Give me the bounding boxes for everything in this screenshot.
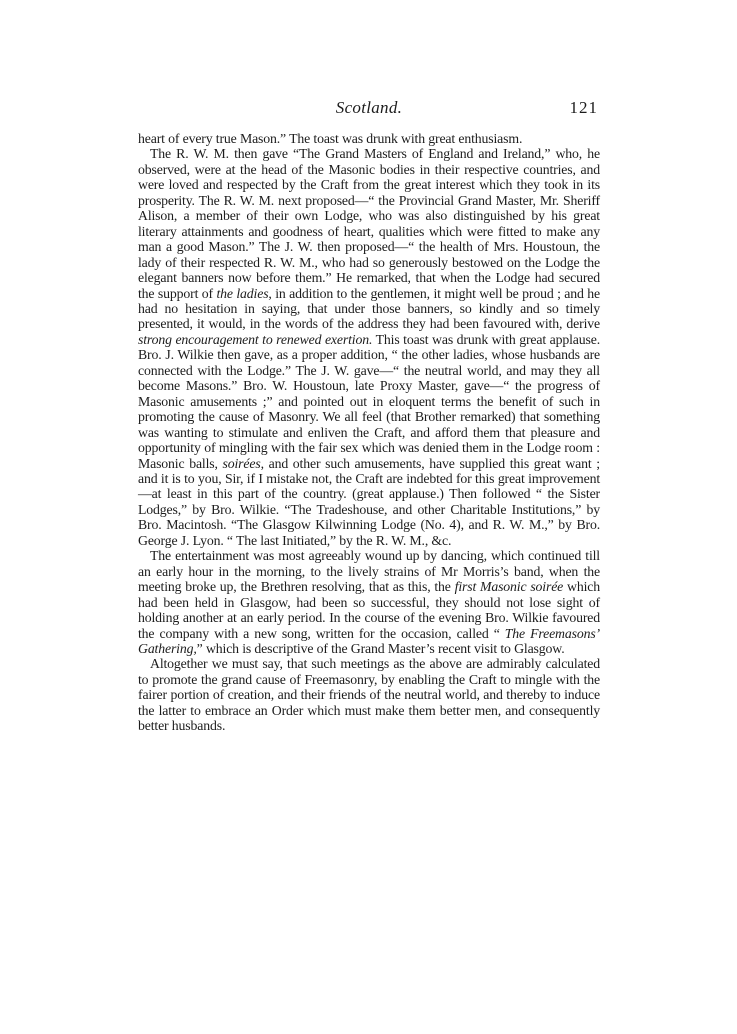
paragraph-conclusion: Altogether we must say, that such meetings as the above are admirably calculated to promote the grand cause of Freemasonry, by enabling the Craft to mingle with the fairer portion of creation, and their friends of the neutral world, and thereby to induce the latter to embrace an Order which must make them better men, and consequently better husbands.	[138, 656, 600, 734]
italic-run: strong encouragement to renewed exertion.	[138, 331, 373, 347]
running-head	[138, 98, 600, 120]
paragraph-toast-conclusion: heart of every true Mason.” The toast was drunk with great enthusiasm.	[138, 131, 523, 146]
running-title: Scotland.	[335, 98, 403, 117]
text-run: , in addition to the gentlemen, it might well be proud ; and he had no hesitation in saying, that under those banners, so kindly and so timely presented, it would, in the words of the address they had been favoured with, derive	[138, 285, 600, 332]
text-run: The R. W. M. then gave “The Grand Masters of England and Ireland,” who, he observed, were at the head of the Masonic bodies in their respective countries, and were loved and respected by the Craft from the great interest which they took in its prosperity. The R. W. M. next proposed—“ the Provincial Grand Master, Mr. Sheriff Alison, a member of their own Lodge, who was also distinguished by his great literary attainments and goodness of heart, qualities which were fitted to make any man a good Mason.” The J. W. then proposed—“ the health of Mrs. Houstoun, the lady of their respected R. W. M., who had so generously bestowed on the Lodge the elegant banners now before them.” He remarked, that when the Lodge had secured the support of	[138, 146, 600, 301]
text-run: ” which is descriptive of the Grand Master’s recent visit to Glasgow.	[196, 640, 565, 656]
text-run: , and other such amusements, have supplied this great want ; and it is to you, Sir, if I mistake not, the Craft are indebted for this great improvement—at least in this part of the country. (great applause.) Then followed “ the Sister Lodges,” by Bro. Wilkie. “The Tradeshouse, and other Charitable Institutions,” by Bro. Macintosh. “The Glasgow Kilwinning Lodge (No. 4), and R. W. M.,” by Bro. George J. Lyon. “ The last Initiated,” by the R. W. M., &c.	[138, 455, 600, 548]
page-number: 121	[569, 98, 598, 117]
paragraph-toasts	[138, 146, 600, 548]
italic-run: soirées	[222, 455, 261, 471]
text-run: which had been held in Glasgow, had been so successful, they should not lose sight of holding another at an early period. In the course of the evening Bro. Wilkie favoured the company with a new song, written for the occasion, called “	[138, 579, 600, 641]
paragraph-entertainment	[138, 548, 600, 656]
italic-run: first Masonic soirée	[454, 579, 564, 595]
italic-run: the ladies	[216, 285, 269, 301]
text-run: The entertainment was most agreeably wound up by dancing, which continued till an early hour in the morning, to the lively strains of Mr Morris’s band, when the meeting broke up, the Brethren resolving, that as this, the	[138, 548, 600, 595]
italic-run: The Freemasons’ Gathering,	[138, 625, 601, 656]
text-run: This toast was drunk with great applause. Bro. J. Wilkie then gave, as a proper addition, “ the other ladies, whose husbands are connected with the Lodge.” The J. W. gave—“ the neutral world, and may they all become Masons.” Bro. W. Houstoun, late Proxy Master, gave—“ the progress of Masonic amusements ;” and pointed out in eloquent terms the benefit of such in promoting the cause of Masonry. We all feel (that Brother remarked) that something was wanting to stimulate and enliven the Craft, and afford them that pleasure and opportunity of mingling with the fair sex which was denied them in the Lodge room : Masonic balls,	[138, 331, 600, 471]
body-text	[138, 131, 600, 734]
